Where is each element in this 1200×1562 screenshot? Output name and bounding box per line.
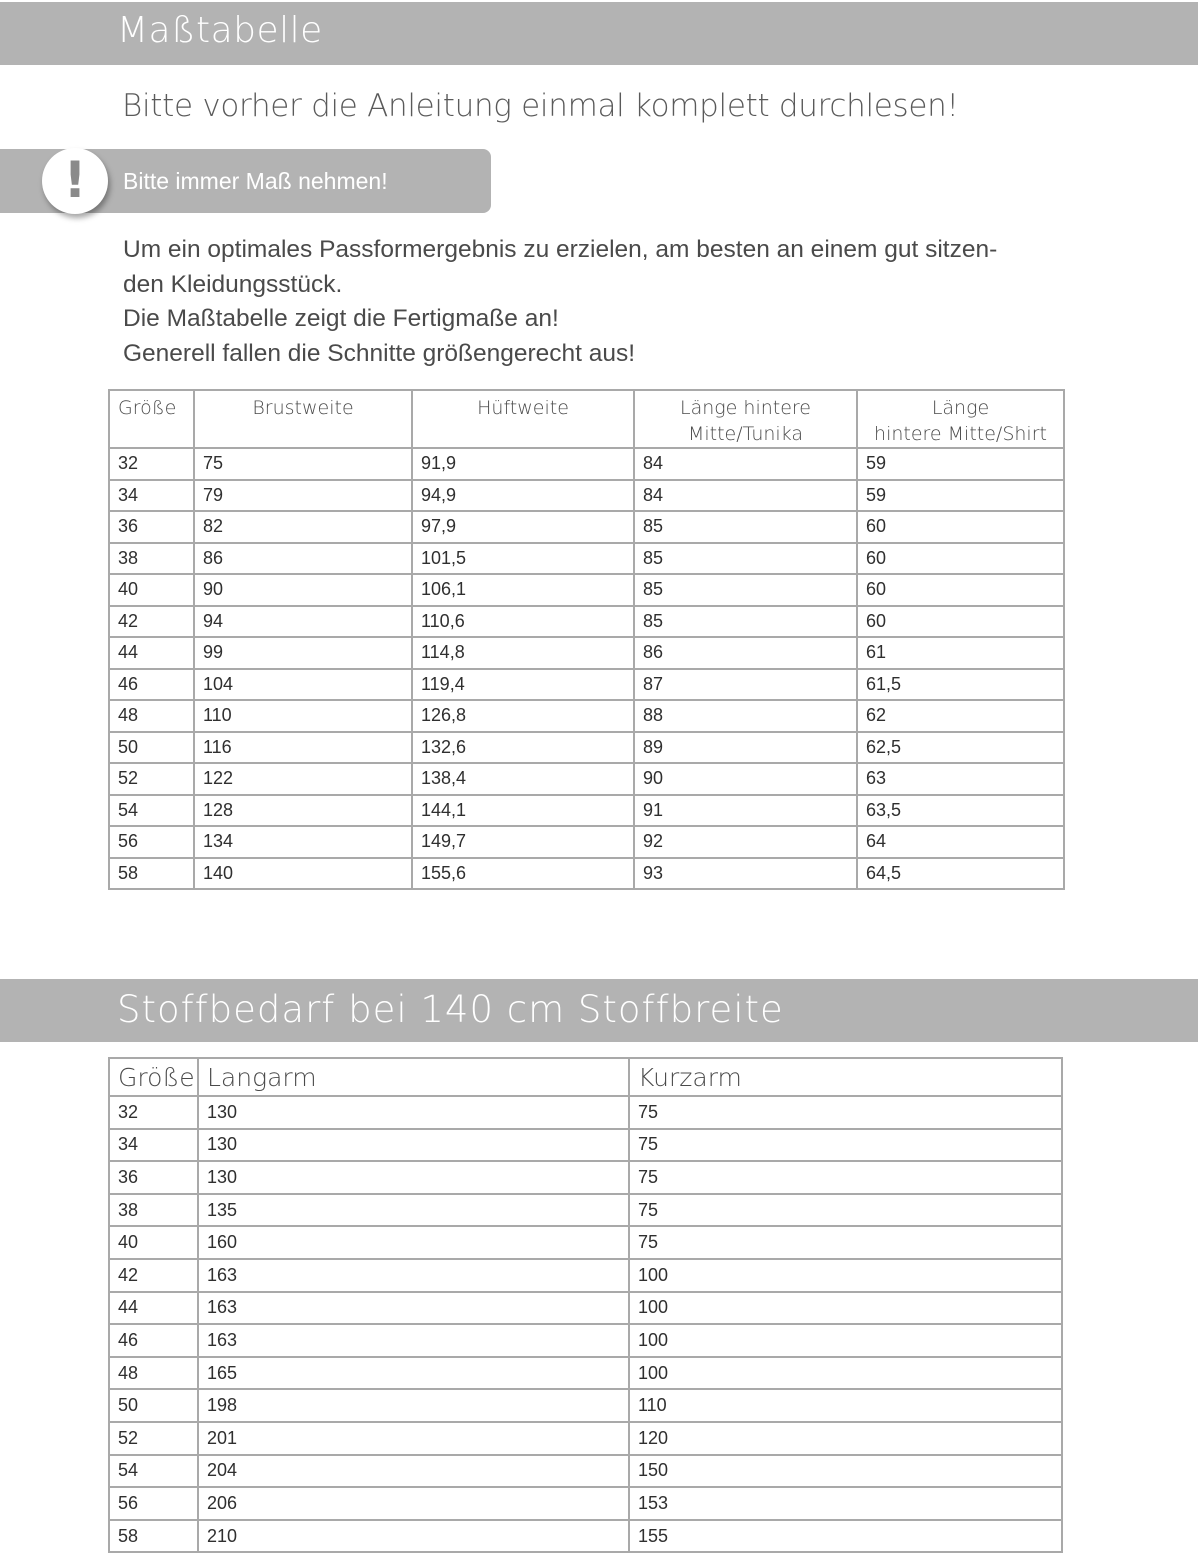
table-cell: 140 [194,858,412,890]
table-cell: 163 [198,1259,629,1292]
fabric-table-row [109,1226,1062,1259]
header-langarm: Langarm [198,1058,629,1096]
size-table-row [109,543,1064,575]
header-kurzarm: Kurzarm [629,1058,1062,1096]
table-cell: 85 [634,543,857,575]
table-cell: 84 [634,448,857,480]
table-cell: 50 [109,732,194,764]
fabric-table-row [109,1129,1062,1162]
table-cell: 150 [629,1455,1062,1488]
size-table-row [109,511,1064,543]
table-cell: 60 [857,543,1064,575]
table-cell: 75 [629,1194,1062,1227]
table-cell: 52 [109,1422,198,1455]
fabric-section-title: Stoffbedarf bei 140 cm Stoffbreite [117,988,784,1031]
table-cell: 163 [198,1324,629,1357]
table-cell: 61 [857,637,1064,669]
table-cell: 198 [198,1389,629,1422]
fabric-table-row [109,1357,1062,1390]
table-cell: 104 [194,669,412,701]
table-cell: 163 [198,1292,629,1325]
table-cell: 100 [629,1259,1062,1292]
table-cell: 32 [109,448,194,480]
table-cell: 132,6 [412,732,634,764]
exclamation-glyph: ! [63,151,87,209]
size-table-row [109,795,1064,827]
fabric-table-row [109,1096,1062,1129]
table-cell: 58 [109,858,194,890]
size-table-row [109,448,1064,480]
table-cell: 85 [634,511,857,543]
table-cell: 110 [629,1389,1062,1422]
table-cell: 114,8 [412,637,634,669]
table-cell: 120 [629,1422,1062,1455]
table-cell: 100 [629,1292,1062,1325]
table-cell: 135 [198,1194,629,1227]
table-cell: 210 [198,1520,629,1553]
size-table-row [109,480,1064,512]
table-cell: 40 [109,1226,198,1259]
table-cell: 75 [194,448,412,480]
table-cell: 60 [857,606,1064,638]
notice-text: Bitte immer Maß nehmen! [123,168,388,194]
table-cell: 56 [109,826,194,858]
table-cell: 99 [194,637,412,669]
fabric-table-row [109,1194,1062,1227]
fabric-table-header-row [109,1058,1062,1096]
table-cell: 36 [109,1161,198,1194]
table-cell: 165 [198,1357,629,1390]
header-laenge-shirt: Länge hintere Mitte/Shirt [857,390,1064,448]
table-cell: 64,5 [857,858,1064,890]
table-cell: 75 [629,1161,1062,1194]
paragraph-line: Um ein optimales Passformergebnis zu erzielen, am besten an einem gut sitzen- [123,236,998,263]
size-table [108,389,1065,890]
size-table-header-row [109,390,1064,448]
table-cell: 86 [194,543,412,575]
table-cell: 92 [634,826,857,858]
table-cell: 86 [634,637,857,669]
table-cell: 144,1 [412,795,634,827]
size-table-row [109,763,1064,795]
table-cell: 91 [634,795,857,827]
size-table-row [109,574,1064,606]
size-table-row [109,606,1064,638]
table-cell: 58 [109,1520,198,1553]
size-table-row [109,858,1064,890]
table-cell: 61,5 [857,669,1064,701]
table-cell: 50 [109,1389,198,1422]
table-cell: 160 [198,1226,629,1259]
table-cell: 38 [109,543,194,575]
table-cell: 97,9 [412,511,634,543]
header-hueftweite: Hüftweite [412,390,634,448]
table-cell: 90 [194,574,412,606]
header-band [0,2,1198,65]
table-cell: 46 [109,669,194,701]
header-brustweite: Brustweite [194,390,412,448]
table-cell: 153 [629,1487,1062,1520]
table-cell: 60 [857,574,1064,606]
paragraph-line: den Kleidungsstück. [123,270,343,298]
table-cell: 84 [634,480,857,512]
size-table-row [109,732,1064,764]
table-cell: 89 [634,732,857,764]
table-cell: 75 [629,1129,1062,1162]
table-cell: 116 [194,732,412,764]
table-cell: 94 [194,606,412,638]
table-cell: 62,5 [857,732,1064,764]
fabric-table-row [109,1292,1062,1325]
table-cell: 110 [194,700,412,732]
table-cell: 34 [109,1129,198,1162]
header-groesse: Größe [109,1058,198,1096]
table-cell: 64 [857,826,1064,858]
table-cell: 85 [634,606,857,638]
table-cell: 106,1 [412,574,634,606]
table-cell: 44 [109,637,194,669]
table-cell: 82 [194,511,412,543]
table-cell: 52 [109,763,194,795]
table-cell: 36 [109,511,194,543]
fabric-table-row [109,1259,1062,1292]
table-cell: 110,6 [412,606,634,638]
table-cell: 75 [629,1096,1062,1129]
fabric-table-row [109,1455,1062,1488]
table-cell: 48 [109,700,194,732]
table-cell: 149,7 [412,826,634,858]
size-table-row [109,669,1064,701]
table-cell: 60 [857,511,1064,543]
table-cell: 42 [109,606,194,638]
paragraph-line: Die Maßtabelle zeigt die Fertigmaße an! [123,305,559,332]
table-cell: 42 [109,1259,198,1292]
table-cell: 88 [634,700,857,732]
table-cell: 54 [109,1455,198,1488]
table-cell: 34 [109,480,194,512]
page-title: Maßtabelle [117,10,323,51]
paragraph-line: Generell fallen die Schnitte größengerecht aus! [123,339,636,367]
table-cell: 122 [194,763,412,795]
size-table-row [109,826,1064,858]
table-cell: 134 [194,826,412,858]
exclamation-icon [42,148,108,214]
table-cell: 87 [634,669,857,701]
size-table-row [109,637,1064,669]
table-cell: 75 [629,1226,1062,1259]
header-laenge-tunika: Länge hintere Mitte/Tunika [634,390,857,448]
table-cell: 40 [109,574,194,606]
table-cell: 44 [109,1292,198,1325]
table-cell: 62 [857,700,1064,732]
fabric-table-row [109,1520,1062,1553]
table-cell: 204 [198,1455,629,1488]
table-cell: 128 [194,795,412,827]
intro-text: Bitte vorher die Anleitung einmal komplett durchlesen! [122,88,959,124]
table-cell: 101,5 [412,543,634,575]
table-cell: 48 [109,1357,198,1390]
table-cell: 79 [194,480,412,512]
table-cell: 90 [634,763,857,795]
table-cell: 138,4 [412,763,634,795]
fabric-table-row [109,1389,1062,1422]
fabric-table [108,1057,1063,1553]
fabric-table-row [109,1422,1062,1455]
table-cell: 130 [198,1161,629,1194]
table-cell: 63,5 [857,795,1064,827]
table-cell: 126,8 [412,700,634,732]
table-cell: 63 [857,763,1064,795]
table-cell: 91,9 [412,448,634,480]
table-cell: 155 [629,1520,1062,1553]
table-cell: 59 [857,448,1064,480]
table-cell: 85 [634,574,857,606]
table-cell: 130 [198,1129,629,1162]
table-cell: 130 [198,1096,629,1129]
table-cell: 93 [634,858,857,890]
table-cell: 32 [109,1096,198,1129]
table-cell: 38 [109,1194,198,1227]
table-cell: 155,6 [412,858,634,890]
info-paragraph [123,233,1073,371]
fabric-table-row [109,1161,1062,1194]
table-cell: 206 [198,1487,629,1520]
table-cell: 54 [109,795,194,827]
fabric-section-band [0,979,1198,1042]
table-cell: 100 [629,1357,1062,1390]
table-cell: 94,9 [412,480,634,512]
fabric-table-row [109,1324,1062,1357]
table-cell: 100 [629,1324,1062,1357]
table-cell: 201 [198,1422,629,1455]
table-cell: 56 [109,1487,198,1520]
header-groesse: Größe [109,390,194,448]
fabric-table-row [109,1487,1062,1520]
table-cell: 119,4 [412,669,634,701]
table-cell: 59 [857,480,1064,512]
table-cell: 46 [109,1324,198,1357]
size-table-row [109,700,1064,732]
